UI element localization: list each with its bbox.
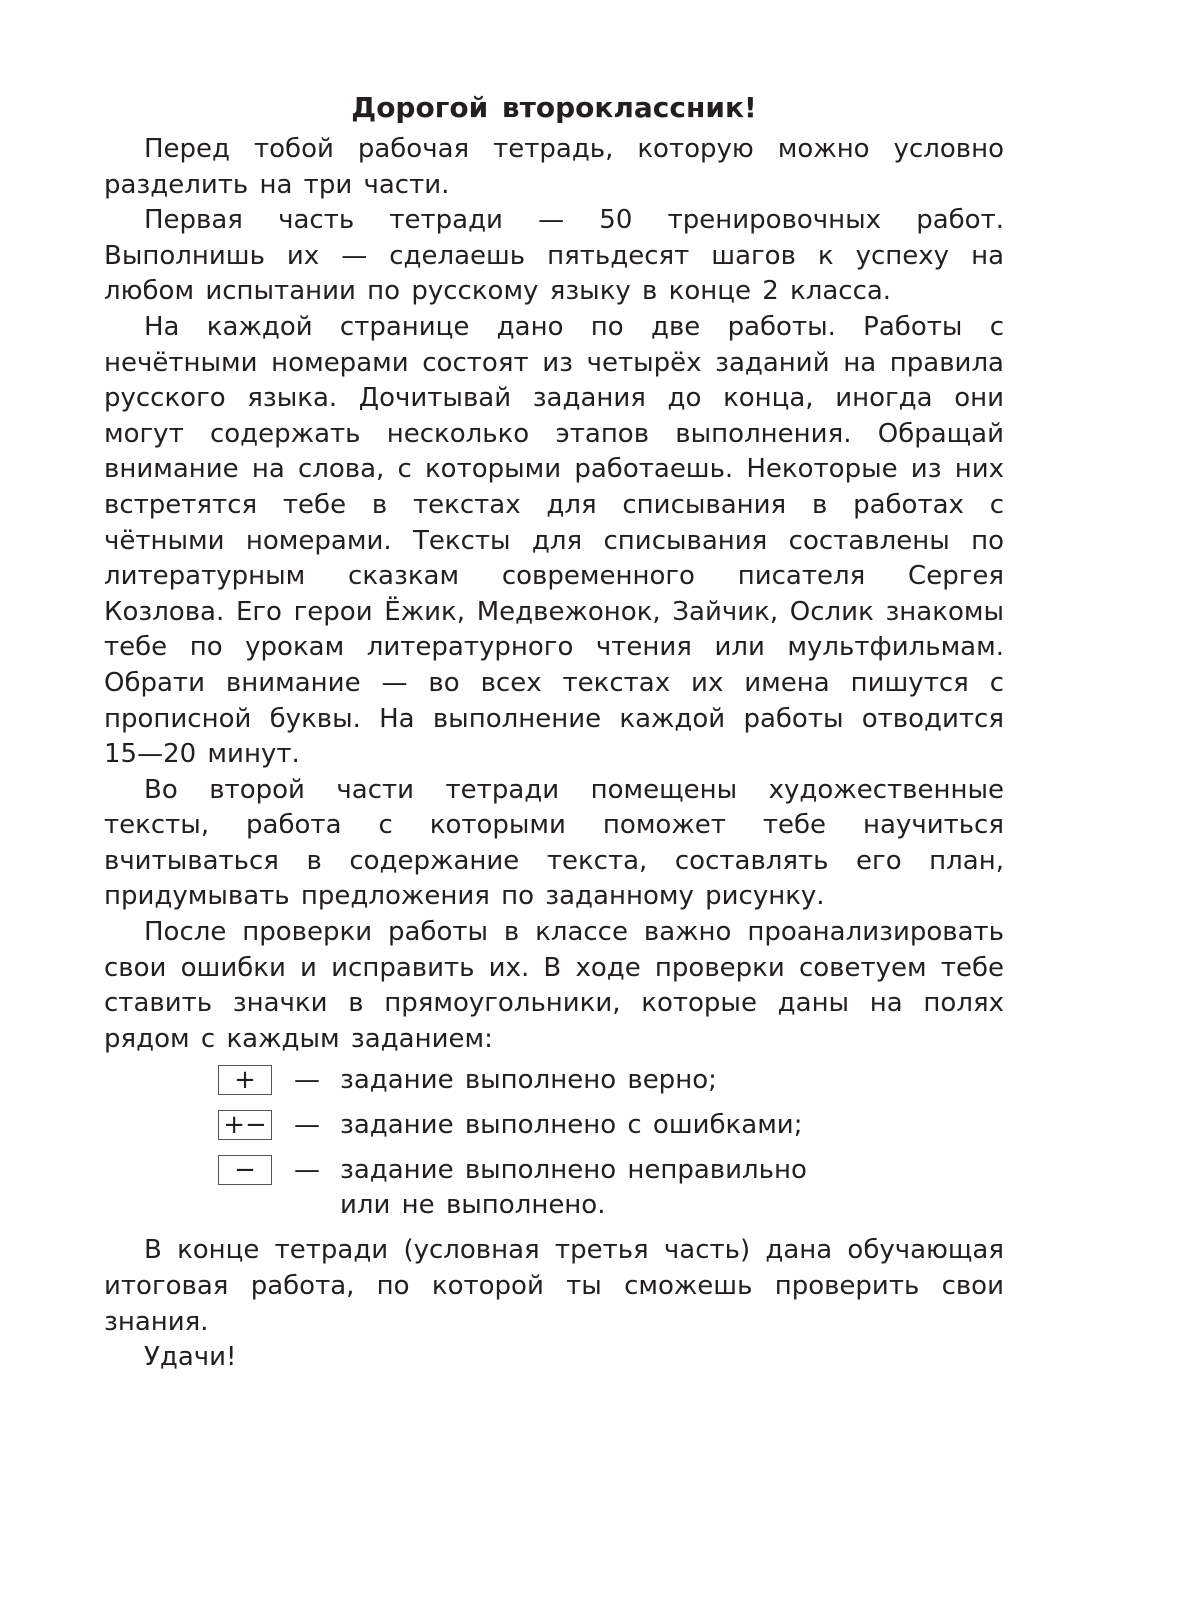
legend-text: задание выполнено неправильно или не выполнено.: [340, 1155, 807, 1221]
mark-box-plus: +: [218, 1065, 272, 1095]
paragraph-second-part: Во второй части тетради помещены художественные тексты, работа с которыми поможет тебе научиться вчитываться в содержание текста, составлять его план, придумывать предложения по заданному рисунку.: [104, 774, 1004, 912]
paragraph-third-part: В конце тетради (условная третья часть) дана обучающая итоговая работа, по которой ты сможешь проверить свои знания.: [104, 1235, 1004, 1337]
legend-item-correct: [218, 1063, 1004, 1098]
paragraph-works-description: На каждой странице дано по две работы. Работы с нечётными номерами состоят из четырёх заданий на правила русского языка. Дочитывай задания до конца, иногда они могут содержать несколько этапов выполнения. Обращай внимание на слова, с которыми работаешь. Некоторые из них встретятся тебе в текстах для списывания в работах с чётными номерами. Тексты для списывания составлены по литературным сказкам современного писателя Сергея Козлова. Его герои Ёжик, Медвежонок, Зайчик, Ослик знакомы тебе по урокам литературного чтения или мультфильмам. Обрати внимание — во всех текстах их имена пишутся с прописной буквы. На выполнение каждой работы отводится 15—20 минут.: [104, 311, 1004, 770]
marks-legend: [104, 1063, 1004, 1223]
legend-item-with-errors: [218, 1108, 1004, 1143]
legend-dash: —: [294, 1065, 320, 1096]
page: [104, 88, 1004, 1376]
legend-dash: —: [294, 1155, 320, 1186]
legend-item-incorrect: [218, 1153, 1004, 1223]
page-title: Дорогой второклассник!: [351, 91, 757, 124]
mark-box-plus-minus: +−: [218, 1110, 272, 1140]
legend-text: задание выполнено верно;: [340, 1065, 717, 1096]
mark-box-minus: −: [218, 1155, 272, 1185]
legend-text: задание выполнено с ошибками;: [340, 1110, 803, 1141]
legend-dash: —: [294, 1110, 320, 1141]
paragraph-good-luck: Удачи!: [144, 1342, 237, 1373]
paragraph-intro: Перед тобой рабочая тетрадь, которую можно условно разделить на три части.: [104, 134, 1004, 200]
paragraph-checking: После проверки работы в классе важно проанализировать свои ошибки и исправить их. В ходе проверки советуем тебе ставить значки в прямоугольники, которые даны на полях рядом с каждым заданием:: [104, 917, 1004, 1054]
paragraph-first-part: Первая часть тетради — 50 тренировочных работ. Выполнишь их — сделаешь пятьдесят шагов к успеху на любом испытании по русскому языку в конце 2 класса.: [104, 205, 1004, 307]
